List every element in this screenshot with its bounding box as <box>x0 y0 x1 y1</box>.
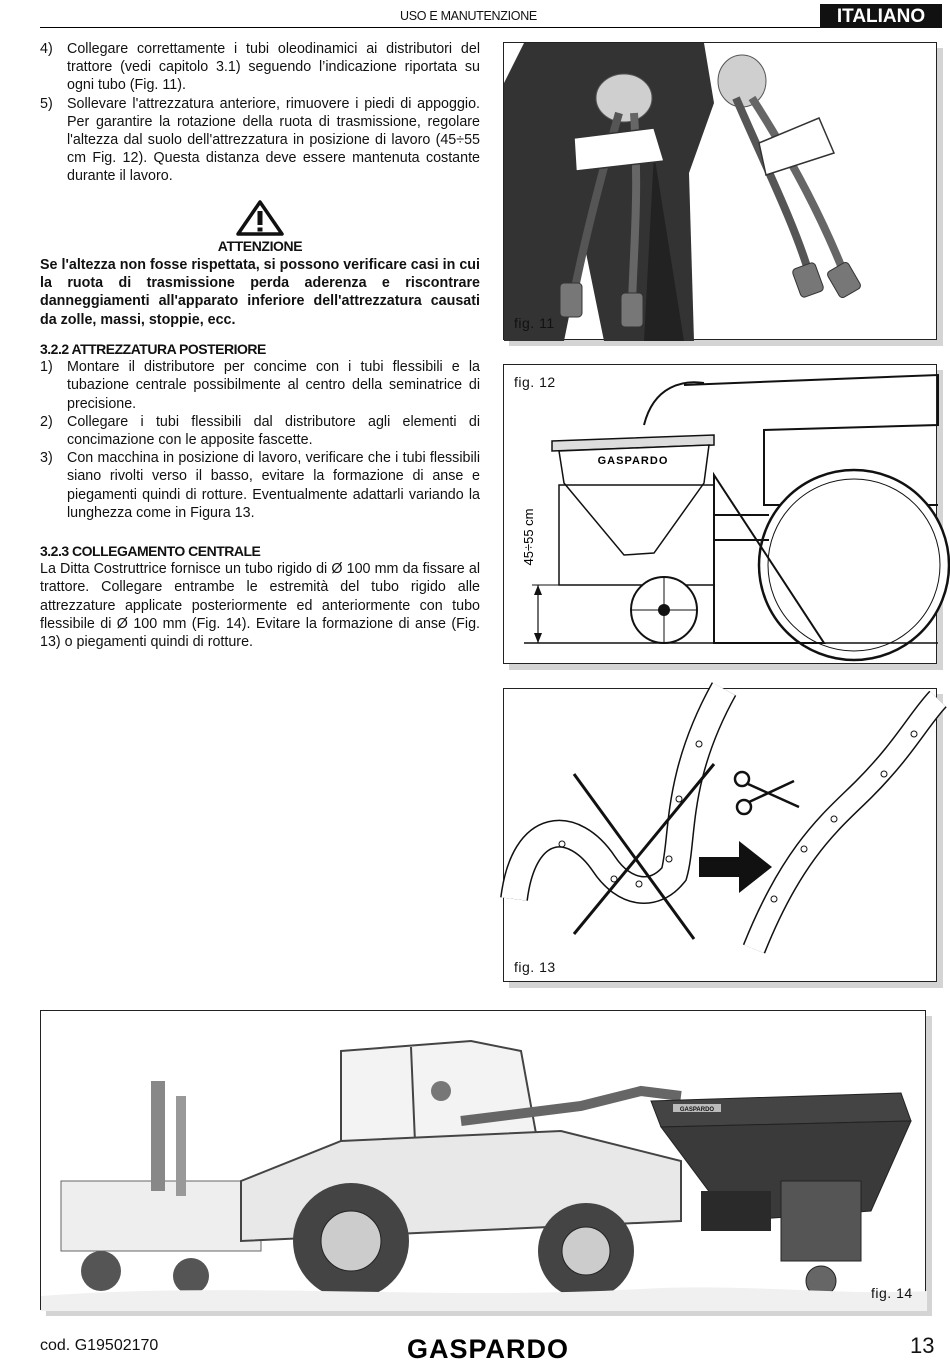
running-header: USO E MANUTENZIONE <box>400 9 537 23</box>
section-paragraph: La Ditta Costruttrice fornisce un tubo rigido di Ø 100 mm da fissare al trattore. Collegare entrambe le estremità del tubo rigido alle attrezzature applicate posteriormente ed anteriormente con tubo flessibile di Ø 100 mm (Fig. 14). Evitare la formazione di anse (Fig. 13) o piegamenti quindi di rotture. <box>40 561 480 651</box>
document-code: cod. G19502170 <box>40 1337 159 1354</box>
item-number: 1) <box>40 359 53 376</box>
item-number: 4) <box>40 41 53 57</box>
hopper-brand-label: GASPARDO <box>597 455 669 467</box>
figure-11-hoses <box>503 42 937 340</box>
list-item <box>40 358 480 413</box>
hose-routing-diagram <box>504 689 938 983</box>
warning-triangle-icon <box>236 200 284 236</box>
hydraulic-hoses-illustration <box>504 43 938 341</box>
figure-14-tractor <box>40 1010 926 1310</box>
header-rule <box>40 27 820 28</box>
item-text: Collegare correttamente i tubi oleodinamici ai distributori del trattore (vedi capitolo 3.1) seguendo l’indicazione riportata su ogni tubo (Fig. 11). <box>67 41 480 94</box>
figure-caption: fig. 14 <box>871 1285 913 1301</box>
item-number: 5) <box>40 95 53 112</box>
item-text: Sollevare l'attrezzatura anteriore, rimuovere i piedi di appoggio. Per garantire la rotazione della ruota di trasmissione, regolare l'altezza dal suolo dell'attrezzatura in posizione di lavoro (45÷55 cm Fig. 12). Questa distanza deve essere mantenuta costante durante il lavoro. <box>67 95 480 185</box>
item-text: Con macchina in posizione di lavoro, verificare che i tubi flessibili siano rivolti verso il basso, evitare la formazione di anse e piegamenti quindi di rotture. Eventualmente adattarli variando la lunghezza come in Figura 13. <box>67 450 480 521</box>
figure-caption: fig. 11 <box>514 315 555 331</box>
list-item <box>40 40 480 95</box>
language-badge: ITALIANO <box>820 4 942 28</box>
svg-text:GASPARDO: GASPARDO <box>406 1334 570 1364</box>
warning-block <box>40 200 480 329</box>
list-item <box>40 449 480 522</box>
rear-hopper-brand-label: GASPARDO <box>679 1107 715 1113</box>
section-heading: 3.2.3 COLLEGAMENTO CENTRALE <box>40 543 261 559</box>
item-text: Montare il distributore per concime con i tubi flessibili e la tubazione centrale possibilmente al centro della seminatrice di precisione. <box>67 359 480 412</box>
section-rear-equipment <box>40 340 480 522</box>
install-steps-top <box>40 40 480 186</box>
warning-title: ATTENZIONE <box>217 238 303 254</box>
warning-text: Se l'altezza non fosse rispettata, si possono verificare casi in cui la ruota di trasmissione perda aderenza e riscontrare danneggiamenti all'apparato inferiore dell'attrezzatura causati da zolle, massi, stoppie, ecc. <box>40 257 480 328</box>
section-central-connection <box>40 542 480 651</box>
section-heading: 3.2.2 ATTREZZATURA POSTERIORE <box>40 341 266 357</box>
item-text: Collegare i tubi flessibili dal distributore agli elementi di concimazione con le apposite fascette. <box>67 413 480 449</box>
figure-13-hose-loops <box>503 688 937 982</box>
brand-logo <box>406 1334 570 1367</box>
item-number: 3) <box>40 450 53 467</box>
page-number: 13 <box>910 1333 935 1358</box>
item-number: 2) <box>40 413 53 430</box>
tractor-with-seeder-illustration <box>41 1011 927 1311</box>
list-item <box>40 95 480 186</box>
figure-caption: fig. 13 <box>514 959 556 975</box>
height-dimension-label: 45÷55 cm <box>521 508 536 566</box>
figure-12-working-height <box>503 364 937 664</box>
list-item <box>40 413 480 449</box>
figure-caption: fig. 12 <box>514 374 556 390</box>
seeder-height-diagram <box>504 365 938 665</box>
